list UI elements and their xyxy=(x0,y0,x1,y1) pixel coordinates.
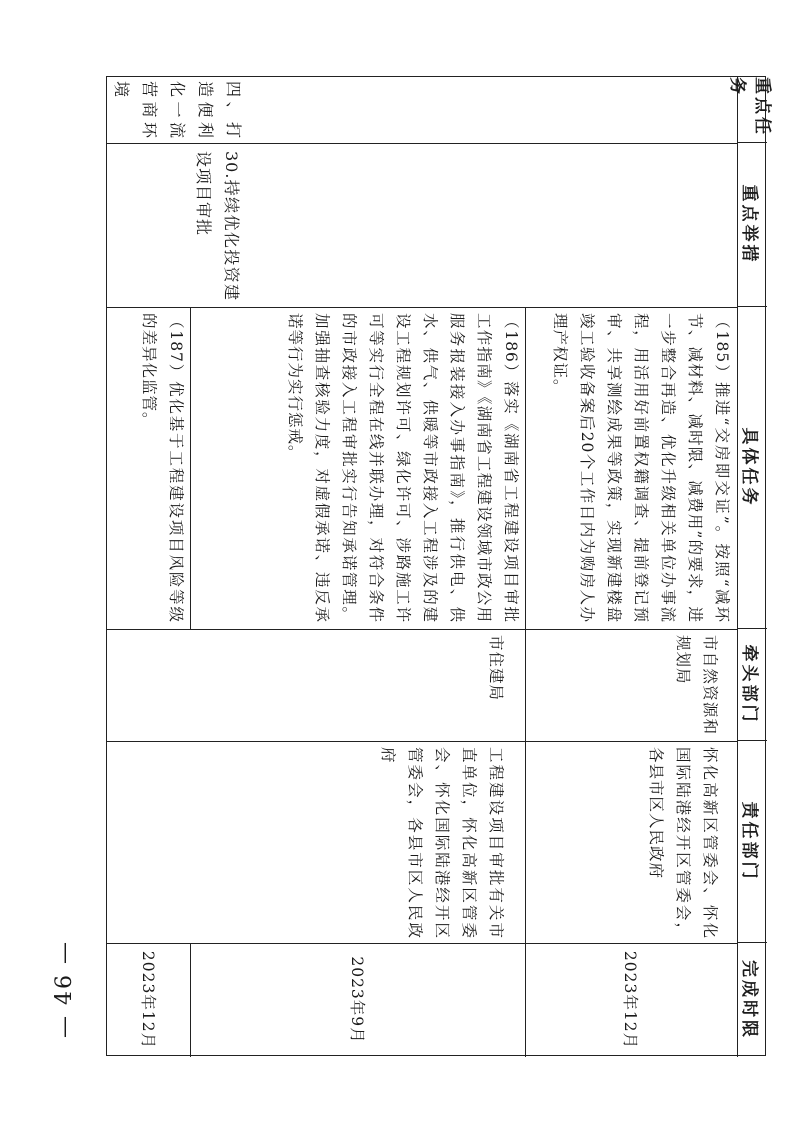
row3-task: （187）优化基于工程建设项目风险等级的差异化监管。 xyxy=(140,313,185,623)
col-divider xyxy=(107,741,737,742)
header-specific-task: 具体任务 xyxy=(737,307,767,629)
row1-resp: 怀化高新区管委会、怀化国际陆港经开区管委会，各县市区人民政府 xyxy=(647,747,719,939)
header-lead-dept: 牵头部门 xyxy=(737,629,767,741)
row2-lead: 市住建局 xyxy=(487,635,505,702)
row1-deadline: 2023年12月 xyxy=(621,950,640,1050)
row2-task: （186）落实《湖南省工程建设项目审批工作指南》《湖南省工程建设领域市政公用服务报装接入办事指南》，推行供电、供水、供气、供暖等市政接入工程涉及的建设工程规划许可、绿化许可、涉路施工许可等实行全程在线并联办理，对符合条件的市政接入工程审批实行告知承诺管理。加强抽查核验力度，对虚假承诺、违反承诺等行为实行惩戒。 xyxy=(286,313,520,623)
table-rotated-content xyxy=(107,77,772,1057)
row1-lead: 市自然资源和规划局 xyxy=(674,635,719,735)
row-divider xyxy=(190,307,191,629)
page-number: — 46 — xyxy=(52,940,77,1038)
header-resp-dept: 责任部门 xyxy=(737,741,767,943)
key-measure-text: 30.持续优化投资建设项目审批 xyxy=(194,151,241,301)
col-divider xyxy=(107,307,737,308)
table-header-row xyxy=(727,77,772,1057)
col-divider xyxy=(107,143,737,144)
key-measure-cell xyxy=(107,147,737,305)
col-divider xyxy=(107,629,737,630)
row1-task: （185）推进“交房即交证”。按照“减环节、减材料、减时限、减费用”的要求，进一步整合再造、优化升级相关单位办事流程，用活用好前置权籍调查、提前登记预审、共享测绘成果等政策，实现新建楼盘竣工验收备案后20个工作日内为购房人办理产权证。 xyxy=(551,313,731,623)
header-key-measure: 重点举措 xyxy=(737,143,767,307)
row2-resp: 工程建设项目审批有关市直单位，怀化高新区管委会、怀化国际陆港经开区管委会，各县市区人民政府 xyxy=(379,747,505,939)
key-task-cell xyxy=(107,81,737,141)
header-deadline: 完成时限 xyxy=(739,960,760,1040)
header-key-task: 重点任务 xyxy=(737,77,767,143)
key-task-text: 四、打造便利化一流营商环境 xyxy=(112,81,243,139)
row3-deadline: 2023年12月 xyxy=(139,950,157,1050)
task-table xyxy=(106,76,772,1056)
row2-deadline: 2023年9月 xyxy=(348,956,367,1044)
